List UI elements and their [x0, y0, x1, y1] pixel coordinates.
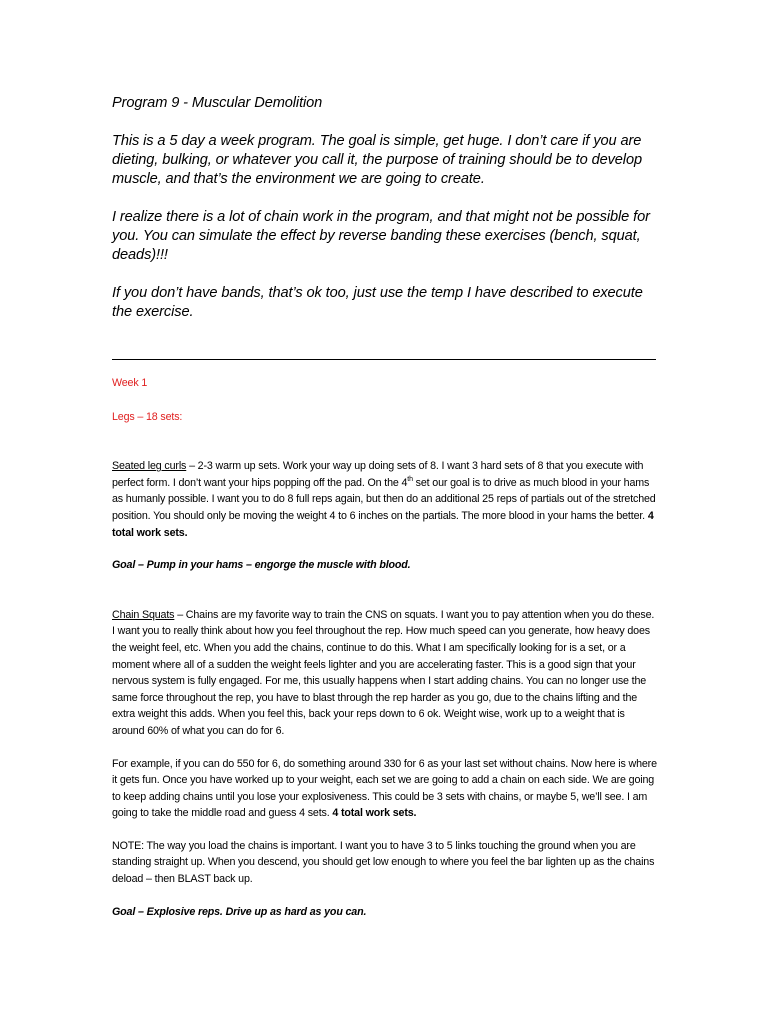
exercise-text: – 2-3 warm up sets. Work your way up doing sets of 8. I want 3 hard sets of 8 that you execute with perfect form. I don’t want your hips popping off the pad. On the 4	[112, 460, 644, 489]
horizontal-divider	[112, 359, 656, 360]
note-paragraph: NOTE: The way you load the chains is important. I want you to have 3 to 5 links touching the ground when you are standing straight up. When you descend, you should get low enough to where you feel the bar lighten up as the chains deload – then BLAST back up.	[112, 839, 655, 886]
exercise-text: set our goal is to drive as much blood in your hams as humanly possible. I want you to do 8 full reps again, but then do an additional 25 reps of partials out of the stretched position. You should only be moving the weight 4 to 6 inches on the partials. The more blood in your hams the better.	[112, 476, 656, 522]
chain-squats-paragraph	[112, 607, 657, 740]
total-sets: 4 total work sets.	[112, 509, 654, 539]
legs-heading: Legs – 18 sets:	[112, 410, 183, 423]
example-text: For example, if you can do 550 for 6, do something around 330 for 6 as your last set without chains. Now here is where it gets fun. Once you have worked up to your weight, each set we are going to add a chain on each side. We are going to keep adding chains until you lose your explosiveness. This could be 3 sets with chains, or maybe 5, we’ll see. I am going to take the middle road and guess 4 sets.	[112, 757, 657, 820]
chain-squats-goal: Goal – Explosive reps. Drive up as hard as you can.	[112, 905, 367, 918]
intro-section	[112, 94, 652, 322]
exercise-label: Seated leg curls	[112, 460, 187, 473]
exercise-label: Chain Squats	[112, 608, 175, 621]
intro-paragraph: If you don’t have bands, that’s ok too, just use the temp I have described to execute the exercise.	[112, 285, 643, 320]
exercise-text: – Chains are my favorite way to train the CNS on squats. I want you to pay attention when you do these. I want you to really think about how you feel throughout the rep. How much speed can you generate, how heavy does the weight feel, etc. When you add the chains, continue to do this. What I am specifically looking for is a set, or a moment where all of a sudden the weight feels lighter and you are accelerating faster. This is a good sign that your nervous system is fully engaged. For me, this usually happens when I start adding chains. You can no longer use the same force throughout the rep, you have to blast through the rep harder as you go, due to the chains lifting and the extra weight this adds. When you feel this, back your reps down to 6 ok. Weight wise, work up to a weight that is around 60% of what you can do for 6.	[112, 608, 655, 737]
leg-curls-goal: Goal – Pump in your hams – engorge the muscle with blood.	[112, 559, 411, 572]
ordinal-suffix: th	[407, 475, 413, 483]
intro-paragraph: This is a 5 day a week program. The goal is simple, get huge. I don’t care if you are dieting, bulking, or whatever you call it, the purpose of training should be to develop muscle, and that’s the environment we are going to create.	[112, 133, 642, 187]
week-section	[112, 375, 657, 920]
program-title: Program 9 - Muscular Demolition	[112, 95, 323, 111]
total-sets: 4 total work sets.	[332, 807, 417, 820]
intro-paragraph: I realize there is a lot of chain work in the program, and that might not be possible for you. You can simulate the effect by reverse banding these exercises (bench, squat, deads)!!!	[112, 209, 650, 263]
example-paragraph	[112, 756, 657, 822]
leg-curls-paragraph	[112, 458, 657, 541]
week-heading: Week 1	[112, 377, 148, 389]
